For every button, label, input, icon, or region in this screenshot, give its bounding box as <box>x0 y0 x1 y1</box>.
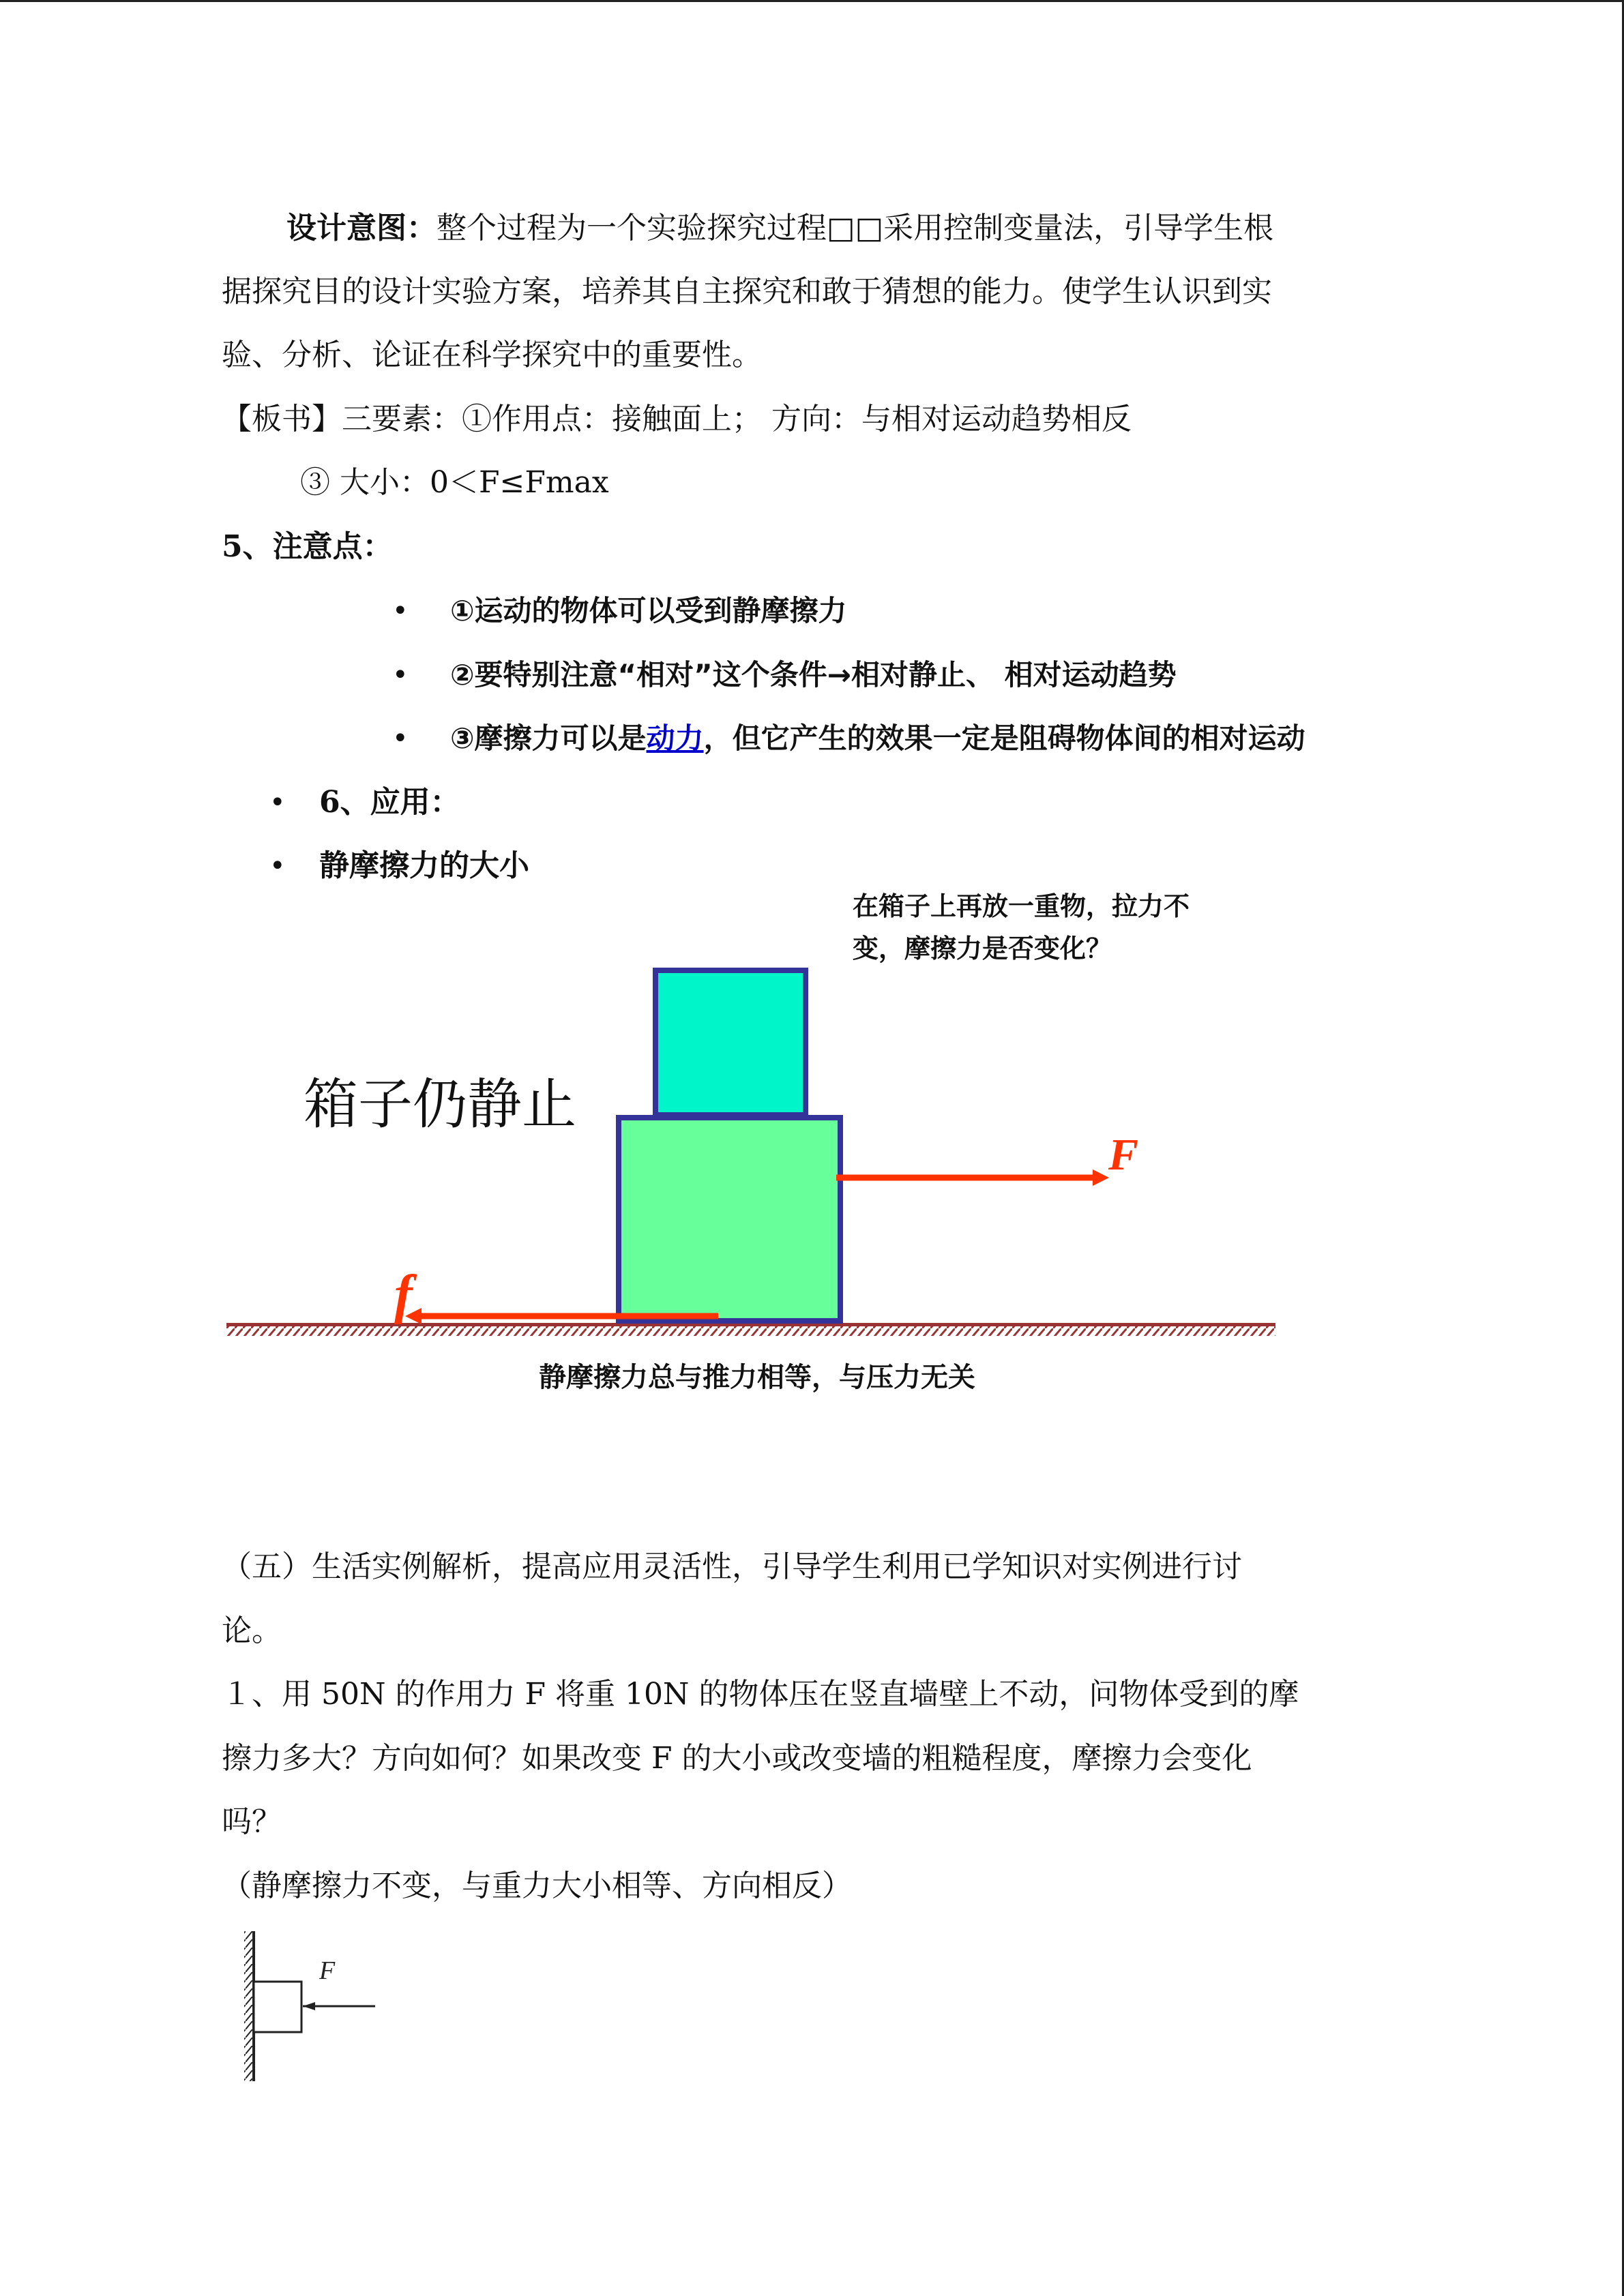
press-force-label: F <box>319 1956 336 1985</box>
bullet-dot: • <box>392 595 409 627</box>
press-force-arrowhead <box>303 2002 315 2010</box>
notes-heading: 5、注意点： <box>222 529 393 564</box>
note-item-3-pre: ③摩擦力可以是 <box>450 721 647 755</box>
design-intent-line-2: 据探究目的设计实验方案，培养其自主探究和敢于猜想的能力。使学生认识到实 <box>222 274 1272 309</box>
note-item-3 <box>450 718 1305 759</box>
pressed-block <box>254 1982 301 2032</box>
bullet-dot: • <box>269 787 286 818</box>
top-weight-box <box>655 970 806 1115</box>
design-intent-line-1 <box>286 208 1273 249</box>
board-line-2: ③ 大小：0＜F≤Fmax <box>300 465 609 500</box>
answer-line: （静摩擦力不变，与重力大小相等、方向相反） <box>222 1868 852 1903</box>
bullet-dot: • <box>269 850 286 882</box>
friction-f-label: f <box>394 1265 413 1325</box>
section5-line-1: （五）生活实例解析，提高应用灵活性，引导学生利用已学知识对实例进行讨 <box>222 1549 1242 1584</box>
power-link[interactable]: 动力 <box>646 721 704 755</box>
application-heading: 6、应用： <box>319 785 460 820</box>
figure-question: 在箱子上再放一重物，拉力不变，摩擦力是否变化？ <box>853 891 1190 964</box>
note-item-2: ②要特别注意“相对”这个条件→相对静止、 相对运动趋势 <box>450 658 1177 691</box>
question-1-line-1: １、用 50N 的作用力 F 将重 10N 的物体压在竖直墙壁上不动，问物体受到的摩 <box>222 1677 1299 1712</box>
design-intent-text-1: 整个过程为一个实验探究过程□□采用控制变量法，引导学生根 <box>437 211 1274 245</box>
question-1-line-2: 擦力多大？方向如何？如果改变 F 的大小或改变墙的粗糙程度，摩擦力会变化 <box>222 1741 1252 1776</box>
wall-hatch <box>244 1931 252 2081</box>
design-intent-label: 设计意图： <box>286 211 437 245</box>
force-F-arrowhead <box>1093 1169 1109 1186</box>
section5-line-2: 论。 <box>222 1613 282 1648</box>
page-border-top <box>0 0 1624 2</box>
question-1-line-3: 吗？ <box>222 1804 282 1839</box>
figure-caption: 静摩擦力总与推力相等，与压力无关 <box>539 1362 975 1393</box>
ground-hatch <box>226 1326 1275 1336</box>
force-F-label: F <box>1108 1130 1139 1180</box>
friction-diagram <box>218 880 1310 1357</box>
bottom-box <box>619 1118 840 1321</box>
bullet-dot: • <box>392 659 409 691</box>
note-item-3-post: ，但它产生的效果一定是阻碍物体间的相对运动 <box>703 721 1305 755</box>
note-item-1: ①运动的物体可以受到静摩擦力 <box>450 594 847 627</box>
board-line-1: 【板书】三要素：①作用点：接触面上； 方向：与相对运动趋势相反 <box>222 402 1132 436</box>
bullet-dot: • <box>392 723 409 754</box>
design-intent-line-3: 验、分析、论证在科学探究中的重要性。 <box>222 338 762 372</box>
wall-block-diagram <box>239 1923 389 2087</box>
application-subheading: 静摩擦力的大小 <box>319 848 529 883</box>
box-still-label: 箱子仍静止 <box>304 1073 576 1136</box>
